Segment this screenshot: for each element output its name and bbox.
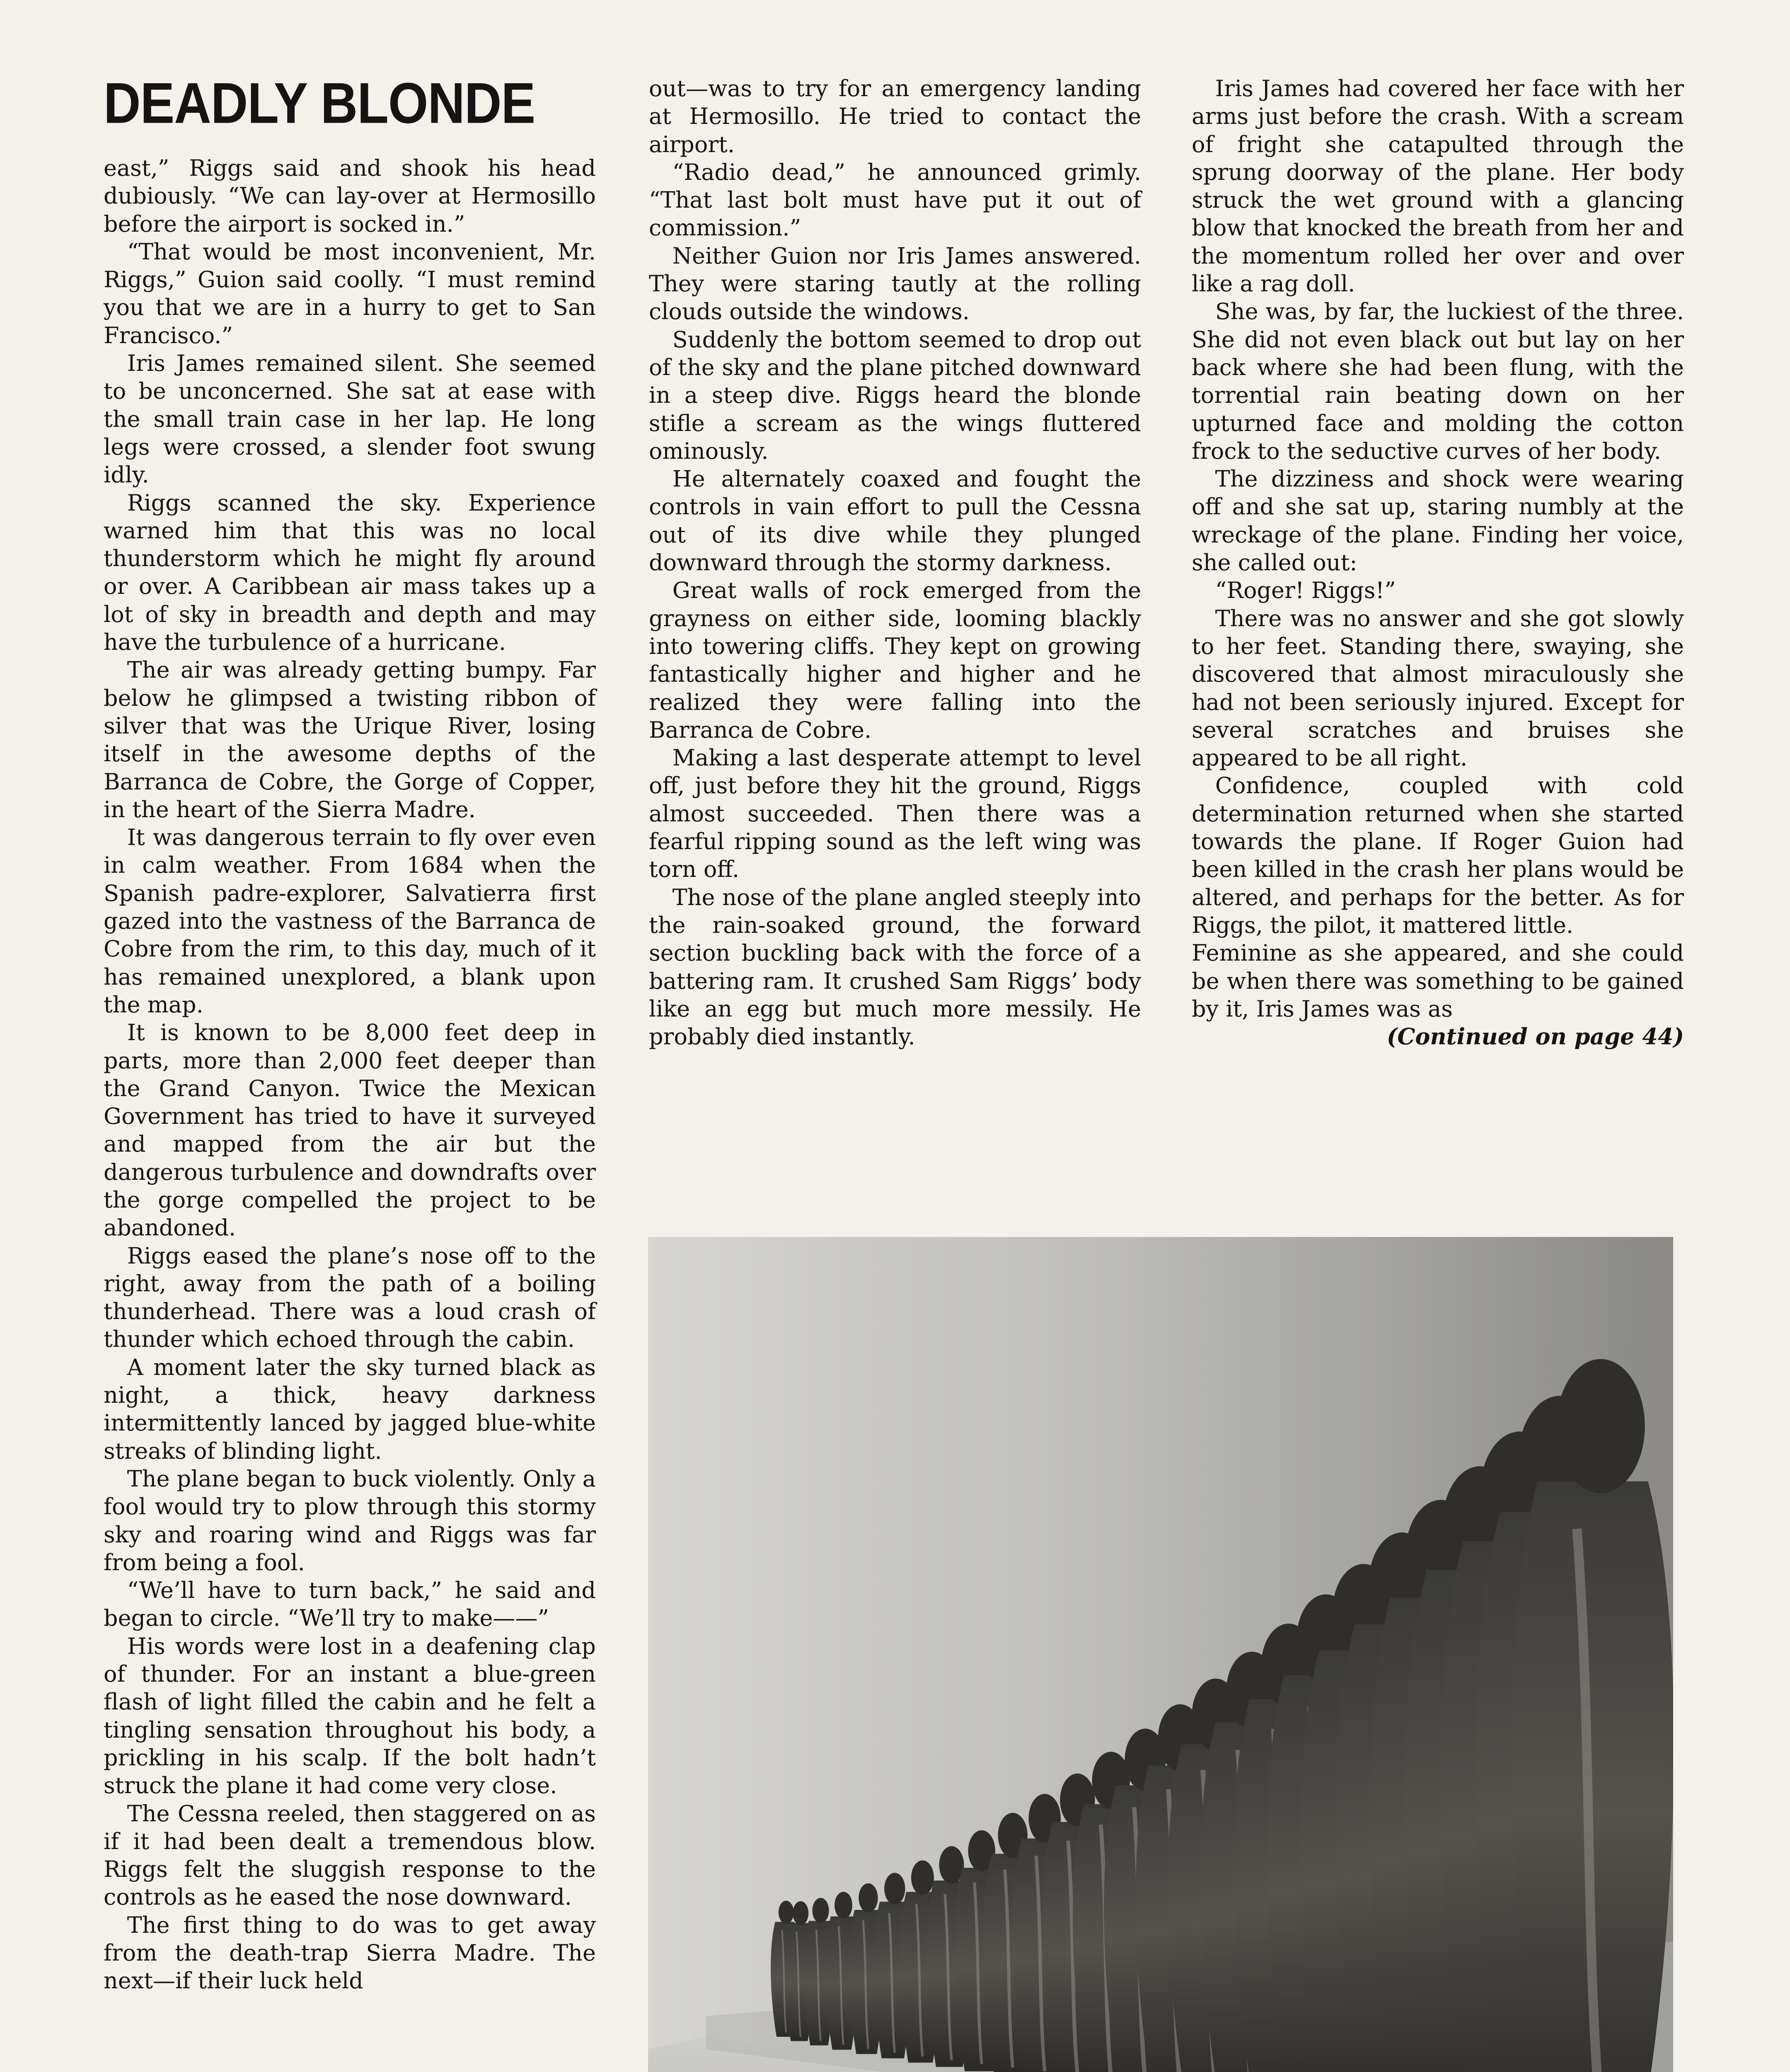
- paragraph: There was no answer and she got slowly to her feet. Standing there, swaying, she discovered that almost miraculously she had not been seriously injured. Except for several scratches and bruises she appeared to be all right.: [1192, 605, 1684, 771]
- paragraph: He alternately coaxed and fought the controls in vain effort to pull the Cessna out of its dive while they plunged downward through the stormy darkness.: [649, 466, 1141, 576]
- text-column-2: [649, 75, 1141, 1051]
- paragraph: “Radio dead,” he announced grimly. “That last bolt must have put it out of commission.”: [649, 159, 1141, 241]
- text-column-1: [104, 154, 596, 1995]
- paragraph: Iris James remained silent. She seemed to be unconcerned. She sat at ease with the small train case in her lap. He long legs were crossed, a slender foot swung idly.: [104, 350, 596, 488]
- paragraph: Iris James had covered her face with her arms just before the crash. With a scream of fright she catapulted through the sprung doorway of the plane. Her body struck the wet ground with a glancing blow that knocked the breath from her and the momentum rolled her over and over like a rag doll.: [1192, 75, 1684, 297]
- paragraph: “That would be most inconvenient, Mr. Riggs,” Guion said coolly. “I must remind you that we are in a hurry to get to San Francisco.”: [104, 238, 596, 349]
- paragraph: Riggs eased the plane’s nose off to the right, away from the path of a boiling thunderhead. There was a loud crash of thunder which echoed through the cabin.: [104, 1242, 596, 1353]
- article-photo: [648, 1237, 1673, 2072]
- paragraph: It was dangerous terrain to fly over even in calm weather. From 1684 when the Spanish padre-explorer, Salvatierra first gazed into the vastness of the Barranca de Cobre from the rim, to this day, much of it has remained unexplored, a blank upon the map.: [104, 824, 596, 1018]
- paragraph: The air was already getting bumpy. Far below he glimpsed a twisting ribbon of silver that was the Urique River, losing itself in the awesome depths of the Barranca de Cobre, the Gorge of Copper, in the heart of the Sierra Madre.: [104, 657, 596, 823]
- paragraph: “We’ll have to turn back,” he said and began to circle. “We’ll try to make——”: [104, 1577, 596, 1631]
- paragraph: She was, by far, the luckiest of the three. She did not even black out but lay on her back where she had been flung, with the torrential rain beating down on her upturned face and molding the cotton frock to the seductive curves of her body.: [1192, 298, 1684, 464]
- paragraph: The Cessna reeled, then staggered on as if it had been dealt a tremendous blow. Riggs felt the sluggish response to the controls as he eased the nose downward.: [104, 1800, 596, 1910]
- paragraph: The first thing to do was to get away from the death-trap Sierra Madre. The next—if their luck held: [104, 1912, 596, 1994]
- paragraph: Making a last desperate attempt to level off, just before they hit the ground, Riggs almost succeeded. Then there was a fearful ripping sound as the left wing was torn off.: [649, 745, 1141, 883]
- paragraph: Suddenly the bottom seemed to drop out of the sky and the plane pitched downward in a steep dive. Riggs heard the blonde stifle a scream as the wings fluttered ominously.: [649, 326, 1141, 464]
- paragraph: It is known to be 8,000 feet deep in parts, more than 2,000 feet deeper than the Grand Canyon. Twice the Mexican Government has tried to have it surveyed and mapped from the air but the dangerous turbulence and downdrafts over the gorge compelled the project to be abandoned.: [104, 1019, 596, 1241]
- mummies-photo-illustration: [648, 1237, 1673, 2072]
- paragraph: Feminine as she appeared, and she could be when there was something to be gained by it, Iris James was as: [1192, 940, 1684, 1022]
- paragraph: east,” Riggs said and shook his head dubiously. “We can lay-over at Hermosillo before the airport is socked in.”: [104, 155, 596, 237]
- paragraph: out—was to try for an emergency landing at Hermosillo. He tried to contact the airport.: [649, 75, 1141, 157]
- continued-note: (Continued on page 44): [1386, 1023, 1684, 1050]
- paragraph: Neither Guion nor Iris James answered. They were staring tautly at the rolling clouds outside the windows.: [649, 242, 1141, 325]
- paragraph: “Roger! Riggs!”: [1215, 577, 1396, 604]
- paragraph: His words were lost in a deafening clap of thunder. For an instant a blue-green flash of light filled the cabin and he felt a tingling sensation throughout his body, a prickling in his scalp. If the bolt hadn’t struck the plane it had come very close.: [104, 1633, 596, 1799]
- text-column-3: [1192, 75, 1684, 1051]
- paragraph: Confidence, coupled with cold determination returned when she started towards the plane. If Roger Guion had been killed in the crash her plans would be altered, and perhaps for the better. As for Riggs, the pilot, it mattered little.: [1192, 772, 1684, 938]
- paragraph: Riggs scanned the sky. Experience warned him that this was no local thunderstorm which he might fly around or over. A Caribbean air mass takes up a lot of sky in breadth and depth and may have the turbulence of a hurricane.: [104, 489, 596, 656]
- paragraph: Great walls of rock emerged from the grayness on either side, looming blackly into towering cliffs. They kept on growing fantastically higher and higher and he realized they were falling into the Barranca de Cobre.: [649, 577, 1141, 743]
- paragraph: A moment later the sky turned black as night, a thick, heavy darkness intermittently lanced by jagged blue-white streaks of blinding light.: [104, 1354, 596, 1464]
- paragraph: The nose of the plane angled steeply into the rain-soaked ground, the forward section buckling back with the force of a battering ram. It crushed Sam Riggs’ body like an egg but much more messily. He probably died instantly.: [649, 884, 1141, 1050]
- paragraph: The dizziness and shock were wearing off and she sat up, staring numbly at the wreckage of the plane. Finding her voice, she called out:: [1192, 466, 1684, 576]
- paragraph: The plane began to buck violently. Only a fool would try to plow through this stormy sky and roaring wind and Riggs was far from being a fool.: [104, 1465, 596, 1576]
- paragraph-with-continuation: [1192, 939, 1684, 1050]
- article-title: DEADLY BLONDE: [104, 71, 535, 136]
